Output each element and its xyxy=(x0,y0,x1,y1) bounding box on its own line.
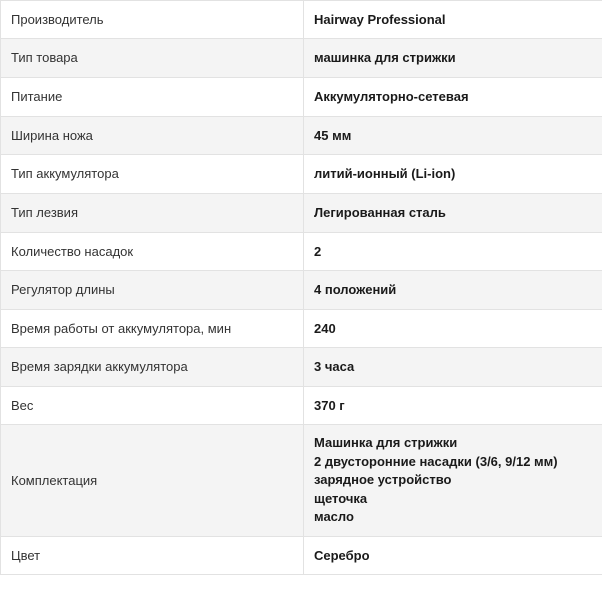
package-item: Машинка для стрижки xyxy=(314,435,458,451)
spec-row-battery-runtime xyxy=(1,310,602,348)
spec-label: Тип лезвия xyxy=(1,194,304,233)
spec-row-color xyxy=(1,537,602,575)
spec-label: Комплектация xyxy=(1,425,304,537)
spec-label: Тип аккумулятора xyxy=(1,155,304,194)
spec-value: машинка для стрижки xyxy=(304,39,602,78)
spec-label: Время работы от аккумулятора, мин xyxy=(1,310,304,348)
spec-value: 45 мм xyxy=(304,117,602,155)
spec-value: 2 xyxy=(304,233,602,271)
spec-label: Время зарядки аккумулятора xyxy=(1,348,304,387)
spec-value: 4 положений xyxy=(304,271,602,310)
spec-value-list xyxy=(304,425,602,537)
package-item: щеточка xyxy=(314,490,368,506)
spec-row-attachments-count xyxy=(1,233,602,271)
spec-label: Цвет xyxy=(1,537,304,575)
spec-label: Ширина ножа xyxy=(1,117,304,155)
spec-label: Производитель xyxy=(1,1,304,39)
spec-row-battery-type xyxy=(1,155,602,194)
spec-row-blade-type xyxy=(1,194,602,233)
spec-value: Серебро xyxy=(304,537,602,575)
spec-label: Регулятор длины xyxy=(1,271,304,310)
spec-row-power xyxy=(1,78,602,117)
spec-label: Количество насадок xyxy=(1,233,304,271)
spec-row-package-contents xyxy=(1,425,602,537)
spec-row-charge-time xyxy=(1,348,602,387)
package-item: масло xyxy=(314,509,354,525)
package-item: 2 двусторонние насадки (3/6, 9/12 мм) xyxy=(314,453,558,469)
spec-row-manufacturer xyxy=(1,1,602,39)
spec-label: Тип товара xyxy=(1,39,304,78)
spec-row-blade-width xyxy=(1,117,602,155)
spec-value: Аккумуляторно-сетевая xyxy=(304,78,602,117)
spec-value: литий-ионный (Li-ion) xyxy=(304,155,602,194)
spec-row-product-type xyxy=(1,39,602,78)
spec-label: Вес xyxy=(1,387,304,425)
spec-row-weight xyxy=(1,387,602,425)
package-item: зарядное устройство xyxy=(314,472,452,488)
spec-value: 240 xyxy=(304,310,602,348)
spec-label: Питание xyxy=(1,78,304,117)
spec-value: 370 г xyxy=(304,387,602,425)
spec-row-length-regulator xyxy=(1,271,602,310)
spec-value: Легированная сталь xyxy=(304,194,602,233)
spec-value: Hairway Professional xyxy=(304,1,602,39)
spec-value: 3 часа xyxy=(304,348,602,387)
